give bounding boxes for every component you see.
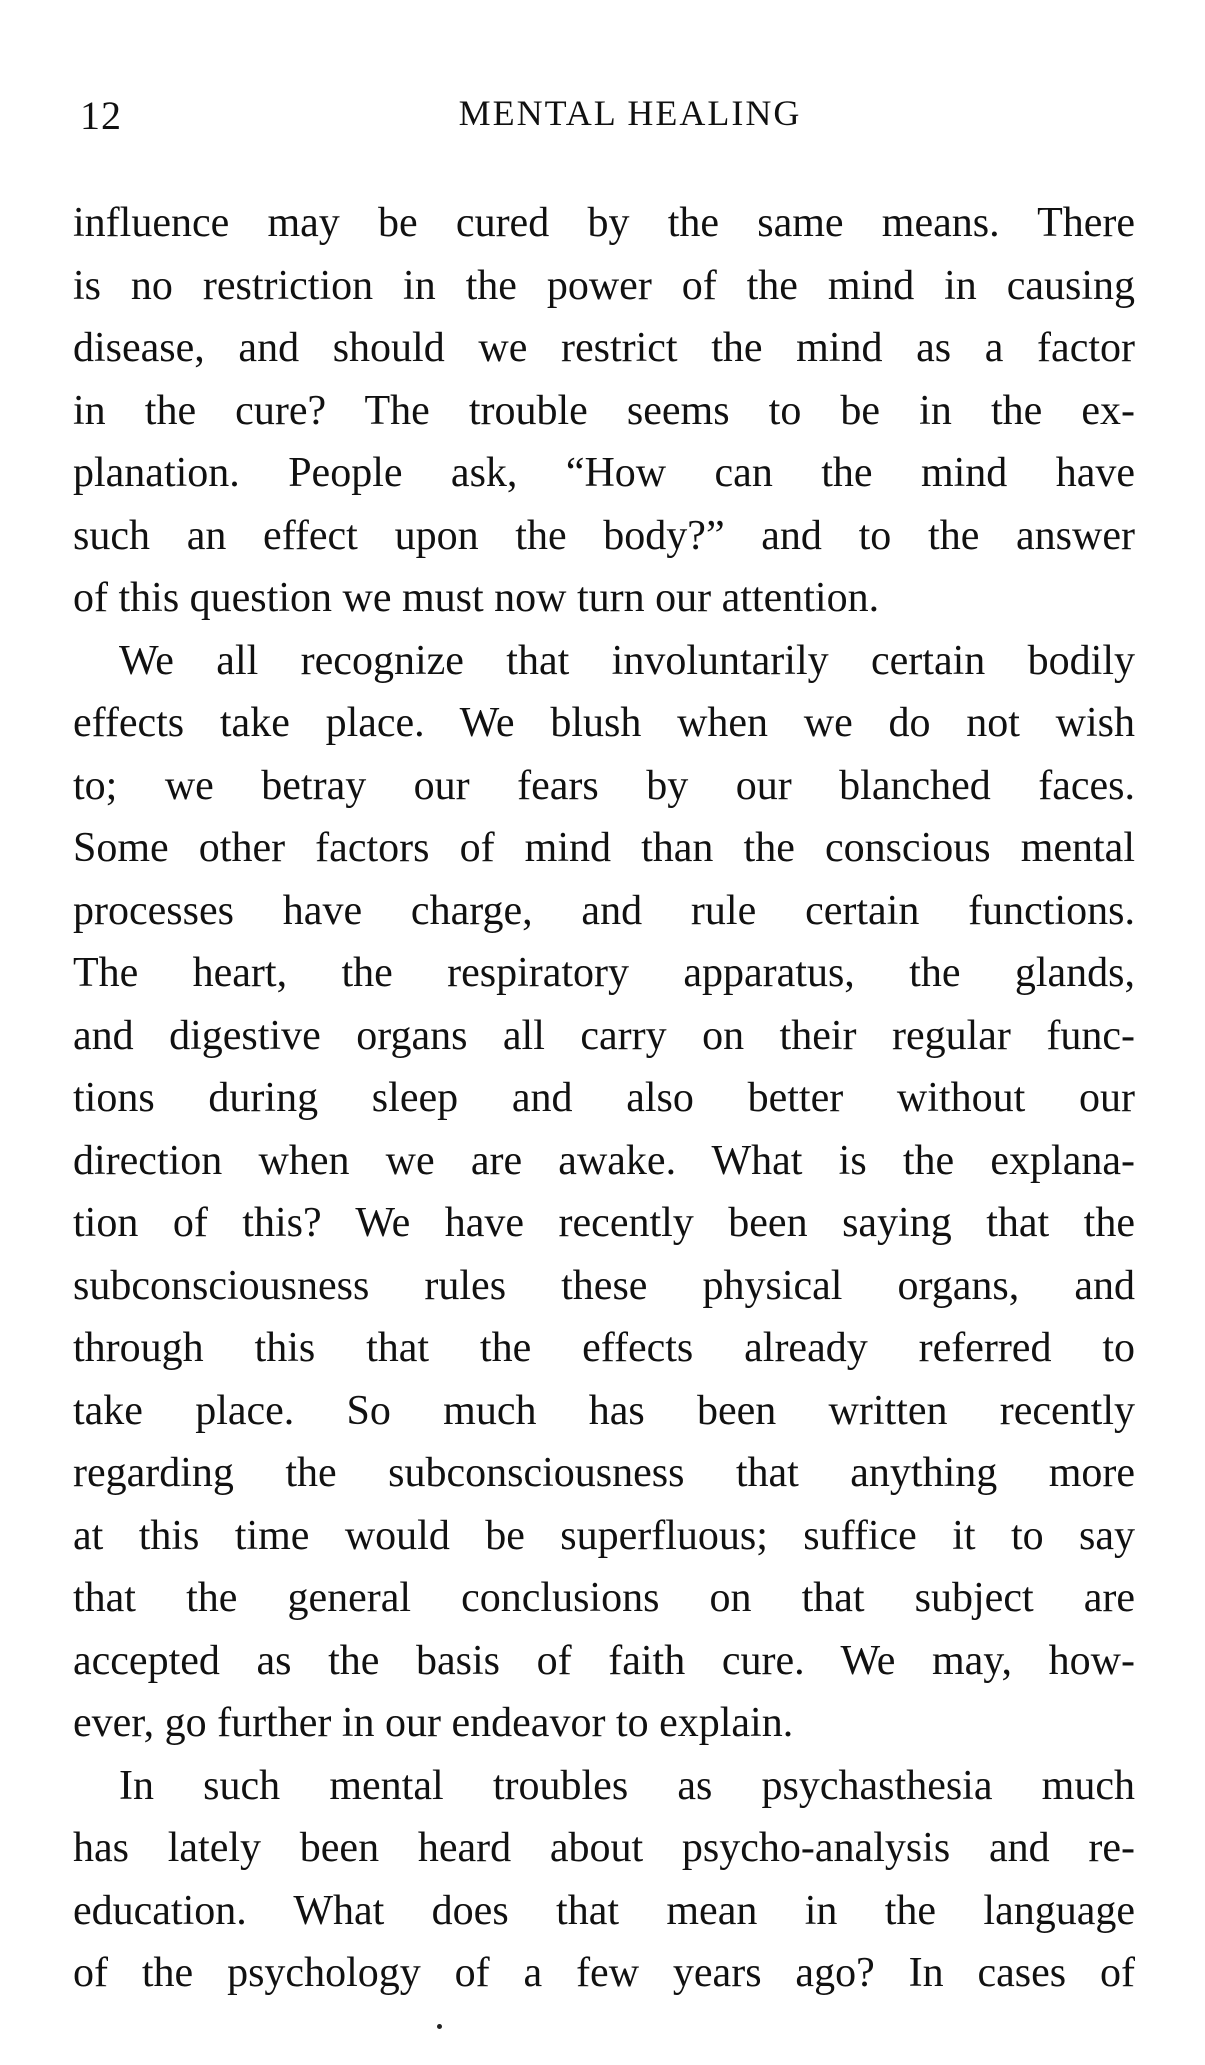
text-line: planation. People ask, “How can the mind have (73, 450, 1135, 496)
text-line: of the psychology of a few years ago? In cases of (73, 1950, 1135, 1996)
page-number: 12 (80, 93, 122, 138)
text-line: ever, go further in our endeavor to explain. (73, 1700, 794, 1746)
text-line: and digestive organs all carry on their regular func- (73, 1012, 1135, 1059)
text-line: direction when we are awake. What is the explana- (73, 1137, 1135, 1184)
text-line: disease, and should we restrict the mind as a factor (73, 325, 1135, 371)
text-line: education. What does that mean in the language (73, 1887, 1135, 1934)
text-line: tion of this? We have recently been saying that the (73, 1200, 1135, 1246)
ink-speck (437, 2024, 442, 2029)
text-line: through this that the effects already referred to (73, 1325, 1135, 1371)
text-line: that the general conclusions on that subject are (73, 1575, 1135, 1621)
text-line: We all recognize that involuntarily certain bodily (119, 637, 1135, 684)
text-line: take place. So much has been written recently (73, 1387, 1135, 1434)
body-text (73, 192, 1135, 2005)
paragraph-1 (73, 192, 1135, 630)
paragraph-3 (73, 1755, 1135, 2005)
text-line: is no restriction in the power of the mind in causing (73, 262, 1135, 309)
text-line: in the cure? The trouble seems to be in the ex- (73, 387, 1135, 434)
text-line: subconsciousness rules these physical organs, and (73, 1262, 1135, 1309)
text-line: accepted as the basis of faith cure. We may, how- (73, 1637, 1135, 1684)
text-line: Some other factors of mind than the conscious mental (73, 825, 1135, 871)
text-line: The heart, the respiratory apparatus, the glands, (73, 950, 1135, 996)
text-line: such an effect upon the body?” and to the answer (73, 512, 1135, 559)
running-head (80, 92, 1140, 142)
text-line: processes have charge, and rule certain functions. (73, 887, 1135, 934)
text-line: at this time would be superfluous; suffice it to say (73, 1512, 1135, 1559)
text-line: In such mental troubles as psychasthesia much (119, 1762, 1135, 1809)
paragraph-2 (73, 630, 1135, 1755)
running-title: MENTAL HEALING (458, 93, 802, 133)
text-line: regarding the subconsciousness that anything more (73, 1450, 1135, 1496)
text-line: tions during sleep and also better without our (73, 1075, 1135, 1121)
text-line: of this question we must now turn our attention. (73, 575, 880, 621)
text-line: has lately been heard about psycho-analysis and re- (73, 1825, 1135, 1871)
text-line: influence may be cured by the same means. There (73, 200, 1135, 246)
text-line: to; we betray our fears by our blanched faces. (73, 762, 1135, 809)
text-line: effects take place. We blush when we do not wish (73, 700, 1135, 746)
